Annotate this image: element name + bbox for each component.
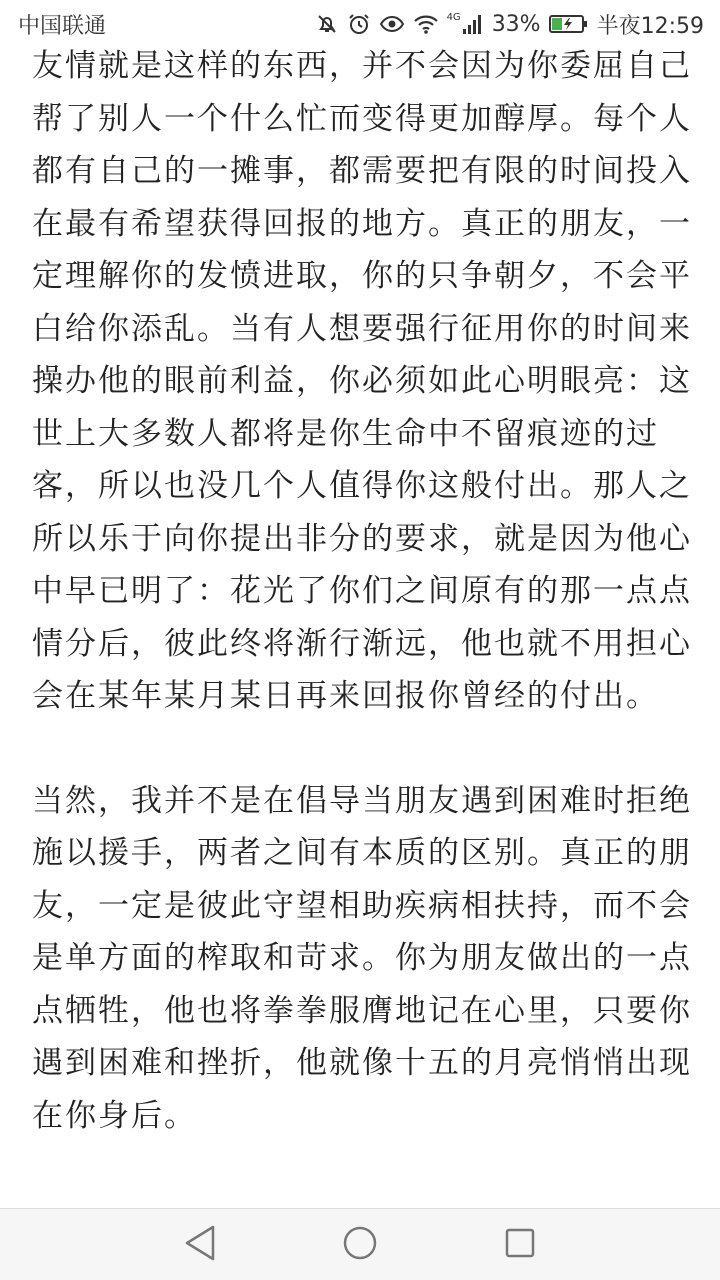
- mute-icon: [315, 12, 339, 36]
- back-icon: [183, 1224, 217, 1266]
- signal-icon: [462, 13, 484, 35]
- battery-charging-icon: [549, 13, 589, 35]
- navigation-bar: [0, 1208, 720, 1280]
- paragraph: 友情就是这样的东西，并不会因为你委屈自己帮了别人一个什么忙而变得更加醇厚。每个人都有自己的一摊事，都需要把有限的时间投入在最有希望获得回报的地方。真正的朋友，一定理解你的发愤进取，你的只争朝夕，不会平白给你添乱。当有人想要强行征用你的时间来操办他的眼前利益，你必须如此心明眼亮：这世上大多数人都将是你生命中不留痕迹的过客，所以也没几个人值得你这般付出。那人之所以乐于向你提出非分的要求，就是因为他心中早已明了：花光了你们之间原有的那一点点情分后，彼此终将渐行渐远，他也就不用担心会在某年某月某日再来回报你曾经的付出。: [32, 48, 692, 714]
- network-type: 4G: [446, 12, 461, 23]
- wifi-icon: [413, 12, 439, 36]
- eye-icon: [379, 12, 405, 36]
- paragraph: 当然，我并不是在倡导当朋友遇到困难时拒绝施以援手，两者之间有本质的区别。真正的朋友，一定是彼此守望相助疾病相扶持，而不会是单方面的榨取和苛求。你为朋友做出的一点点牺牲，他也将拳拳服膺地记在心里，只要你遇到困难和挫折，他就像十五的月亮悄悄出现在你身后。: [32, 782, 692, 1134]
- article-body: [32, 40, 692, 1206]
- battery-percent: 33%: [491, 11, 541, 37]
- signal-group: [447, 13, 484, 35]
- home-icon: [342, 1225, 378, 1265]
- clock: 半夜12:59: [596, 13, 704, 39]
- back-button[interactable]: [170, 1215, 230, 1275]
- recents-button[interactable]: [490, 1215, 550, 1275]
- home-button[interactable]: [330, 1215, 390, 1275]
- recents-icon: [504, 1227, 536, 1263]
- carrier-name: 中国联通: [18, 13, 107, 39]
- alarm-icon: [347, 12, 371, 36]
